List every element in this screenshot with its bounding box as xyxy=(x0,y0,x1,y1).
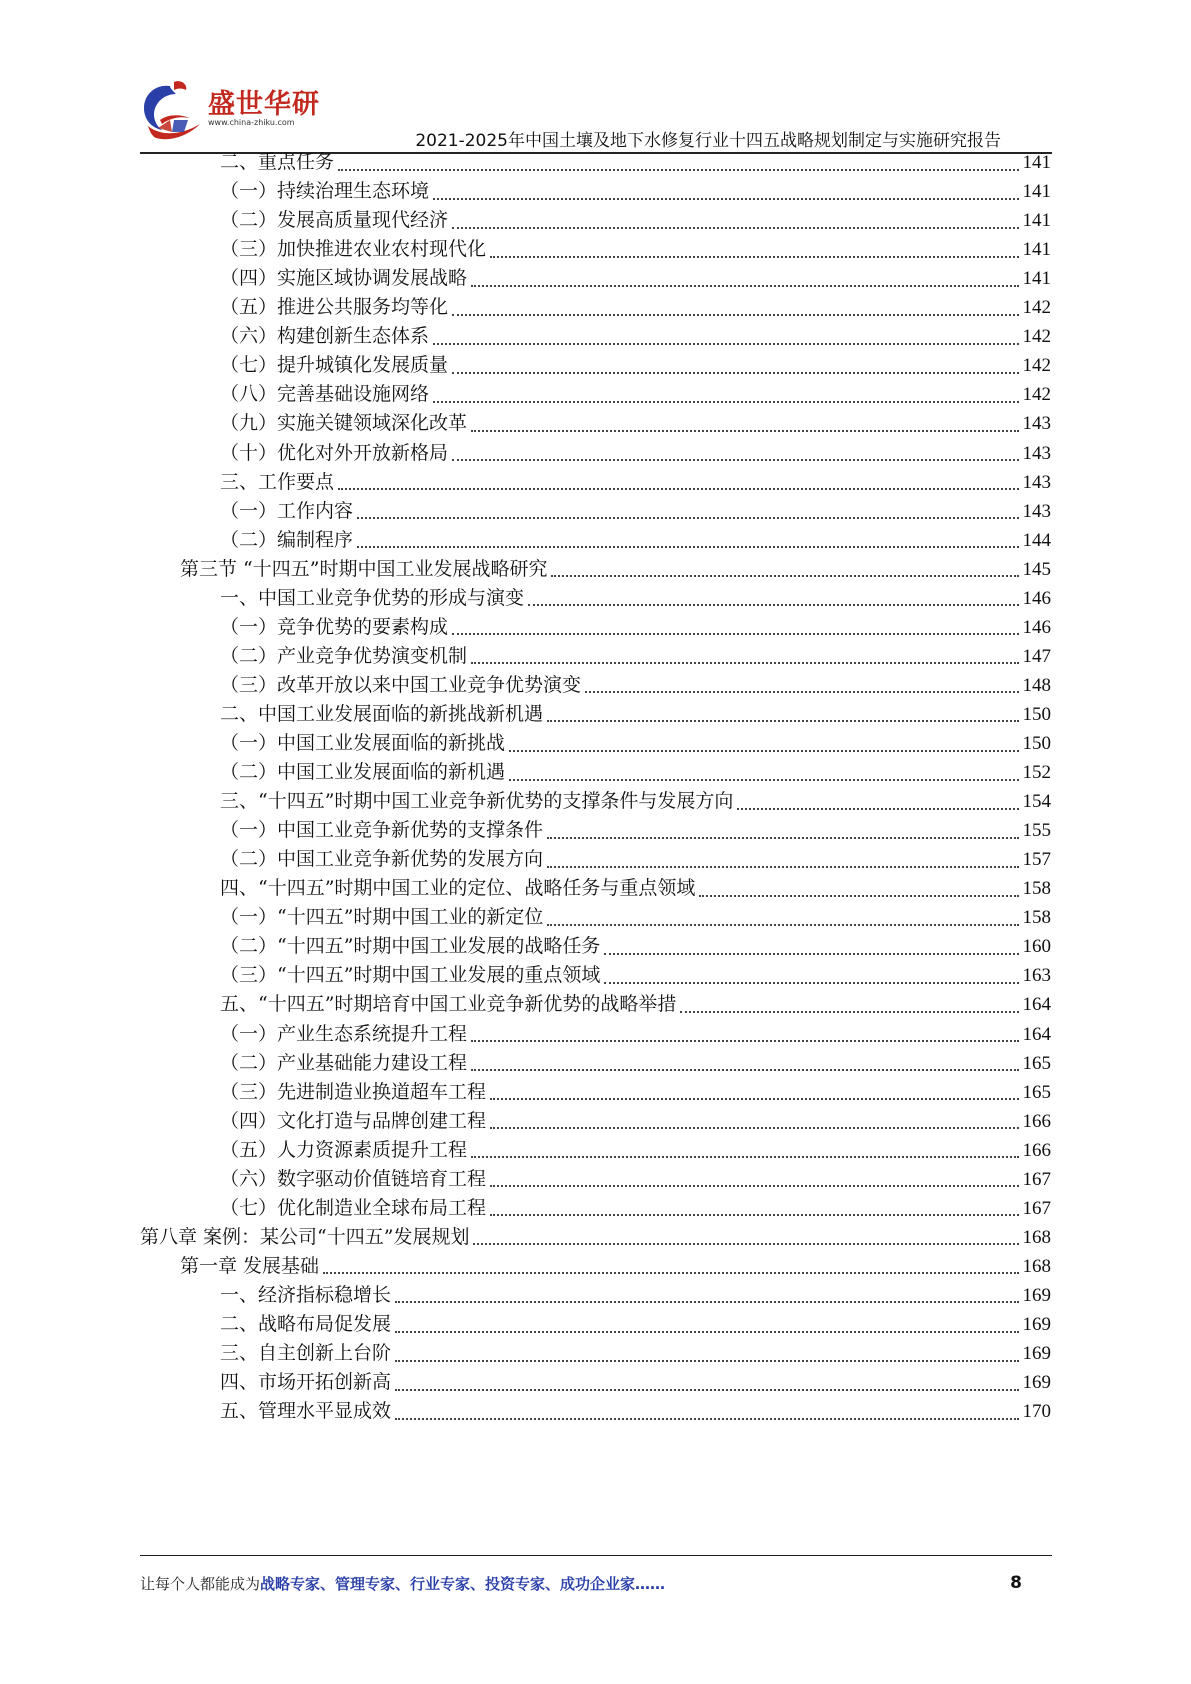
toc-entry-title: 三、“十四五”时期中国工业竞争新优势的支撑条件与发展方向 xyxy=(220,790,734,813)
toc-entry-page: 169 xyxy=(1022,1314,1051,1335)
toc-entry-page: 166 xyxy=(1022,1110,1051,1132)
toc-entry-title: （一）中国工业竞争新优势的支撑条件 xyxy=(220,819,544,842)
toc-dot-leader xyxy=(547,837,1018,839)
toc-entry-title: （七）提升城镇化发展质量 xyxy=(220,354,449,377)
toc-dot-leader xyxy=(547,924,1018,926)
toc-entry-title: （二）中国工业发展面临的新机遇 xyxy=(220,761,506,784)
toc-dot-leader xyxy=(604,982,1018,984)
toc-entry[interactable] xyxy=(220,234,1051,265)
toc-entry[interactable] xyxy=(220,1338,1051,1369)
toc-dot-leader xyxy=(490,1214,1018,1216)
toc-entry-page: 150 xyxy=(1022,703,1051,725)
toc-entry[interactable] xyxy=(220,612,1051,643)
toc-entry-title: （二）发展高质量现代经济 xyxy=(220,209,449,232)
toc-dot-leader xyxy=(338,169,1018,171)
toc-dot-leader xyxy=(547,720,1018,722)
toc-entry-page: 143 xyxy=(1022,413,1051,435)
toc-entry-page: 164 xyxy=(1022,994,1051,1016)
toc-entry-page: 144 xyxy=(1022,529,1051,551)
toc-entry-page: 165 xyxy=(1022,1052,1051,1074)
toc-dot-leader xyxy=(357,546,1018,548)
toc-entry-page: 143 xyxy=(1022,442,1051,464)
toc-entry-title: （三）“十四五”时期中国工业发展的重点领域 xyxy=(220,964,601,987)
toc-entry-title: （五）人力资源素质提升工程 xyxy=(220,1138,468,1161)
toc-entry-page: 143 xyxy=(1022,500,1051,522)
toc-entry[interactable] xyxy=(220,438,1051,469)
toc-dot-leader xyxy=(490,1127,1018,1129)
toc-entry-title: （一）工作内容 xyxy=(220,499,354,522)
toc-entry-title: （三）改革开放以来中国工业竞争优势演变 xyxy=(220,673,582,696)
toc-entry-title: （一）中国工业发展面临的新挑战 xyxy=(220,732,506,754)
toc-entry[interactable] xyxy=(220,292,1051,323)
toc-entry-page: 170 xyxy=(1022,1401,1051,1423)
toc-entry-page: 148 xyxy=(1022,674,1051,696)
toc-entry-title: 第三节 “十四五”时期中国工业发展战略研究 xyxy=(180,557,548,580)
toc-entry[interactable] xyxy=(220,699,1051,730)
toc-dot-leader xyxy=(395,1331,1018,1333)
toc-entry[interactable] xyxy=(220,263,1051,294)
toc-entry-page: 169 xyxy=(1022,1372,1051,1394)
toc-entry-page: 142 xyxy=(1022,326,1051,348)
toc-entry-page: 160 xyxy=(1022,936,1051,958)
toc-entry[interactable] xyxy=(220,931,1051,962)
toc-dot-leader xyxy=(490,256,1018,258)
toc-entry-page: 163 xyxy=(1022,965,1051,987)
toc-dot-leader xyxy=(547,866,1018,868)
toc-entry-page: 164 xyxy=(1022,1023,1051,1045)
toc-dot-leader xyxy=(604,953,1018,955)
toc-entry-page: 155 xyxy=(1022,820,1051,842)
toc-dot-leader xyxy=(433,343,1018,345)
report-title: 2021-2025年中国土壤及地下水修复行业十四五战略规划制定与实施研究报告 xyxy=(415,131,1001,151)
footer-slogan-prefix: 让每个人都能成为 xyxy=(140,1575,261,1593)
toc-dot-leader xyxy=(471,285,1018,287)
toc-entry-title: （一）“十四五”时期中国工业的新定位 xyxy=(220,906,544,929)
toc-entry-page: 143 xyxy=(1022,471,1051,493)
toc-entry[interactable] xyxy=(220,1106,1051,1137)
toc-entry[interactable] xyxy=(220,525,1051,556)
toc-entry-title: 四、市场开拓创新高 xyxy=(220,1371,392,1394)
toc-entry-page: 141 xyxy=(1022,181,1051,203)
toc-entry-title: 二、重点任务 xyxy=(220,151,335,173)
toc-entry-title: （二）产业基础能力建设工程 xyxy=(220,1051,468,1074)
toc-entry-page: 141 xyxy=(1022,152,1051,173)
toc-dot-leader xyxy=(323,1272,1018,1274)
toc-entry[interactable] xyxy=(220,1367,1051,1398)
toc-entry-page: 141 xyxy=(1022,210,1051,232)
toc-entry-title: （二）产业竞争优势演变机制 xyxy=(220,644,468,667)
toc-entry[interactable] xyxy=(220,641,1051,672)
toc-entry[interactable] xyxy=(220,844,1051,875)
toc-entry-page: 166 xyxy=(1022,1139,1051,1161)
toc-dot-leader xyxy=(471,662,1018,664)
toc-entry-title: （二）中国工业竞争新优势的发展方向 xyxy=(220,848,544,871)
toc-entry-page: 158 xyxy=(1022,878,1051,900)
toc-dot-leader xyxy=(490,1185,1018,1187)
toc-entry-page: 145 xyxy=(1022,558,1051,580)
toc-entry-title: 三、工作要点 xyxy=(220,470,335,493)
page-footer xyxy=(140,1573,1052,1597)
toc-dot-leader xyxy=(473,1243,1018,1245)
toc-entry[interactable] xyxy=(220,379,1051,410)
toc-entry[interactable] xyxy=(220,467,1051,498)
toc-entry-title: 三、自主创新上台阶 xyxy=(220,1342,392,1365)
toc-dot-leader xyxy=(395,1389,1018,1391)
toc-dot-leader xyxy=(338,488,1018,490)
toc-dot-leader xyxy=(452,633,1018,635)
footer-divider xyxy=(140,1555,1052,1556)
footer-slogan-roles: 战略专家、管理专家、行业专家、投资专家、成功企业家…… xyxy=(260,1575,666,1593)
toc-entry-title: （四）文化打造与品牌创建工程 xyxy=(220,1109,487,1132)
toc-entry[interactable] xyxy=(220,989,1051,1020)
toc-entry-title: （四）实施区域协调发展战略 xyxy=(220,267,468,290)
toc-entry-page: 168 xyxy=(1022,1226,1051,1248)
toc-entry-title: （九）实施关键领域深化改革 xyxy=(220,412,468,435)
toc-dot-leader xyxy=(395,1360,1018,1362)
toc-entry-page: 169 xyxy=(1022,1284,1051,1306)
toc-entry-title: （一）竞争优势的要素构成 xyxy=(220,615,449,638)
toc-dot-leader xyxy=(699,895,1018,897)
toc-entry-page: 146 xyxy=(1022,616,1051,638)
toc-dot-leader xyxy=(471,1069,1018,1071)
toc-dot-leader xyxy=(509,779,1018,781)
toc-entry-title: 一、中国工业竞争优势的形成与演变 xyxy=(220,586,525,609)
toc-entry[interactable] xyxy=(180,1251,1051,1282)
toc-dot-leader xyxy=(490,1098,1018,1100)
toc-entry[interactable] xyxy=(220,1193,1051,1224)
toc-dot-leader xyxy=(471,430,1018,432)
toc-dot-leader xyxy=(433,401,1018,403)
toc-entry-page: 167 xyxy=(1022,1197,1051,1219)
toc-entry[interactable] xyxy=(220,1077,1051,1108)
toc-entry-page: 141 xyxy=(1022,239,1051,261)
toc-entry[interactable] xyxy=(220,583,1051,614)
toc-entry-title: （三）先进制造业换道超车工程 xyxy=(220,1080,487,1103)
toc-dot-leader xyxy=(452,372,1018,374)
toc-entry[interactable] xyxy=(220,1048,1051,1079)
toc-entry-title: 第一章 发展基础 xyxy=(180,1254,320,1277)
toc-entry[interactable] xyxy=(220,176,1051,207)
toc-entry-page: 142 xyxy=(1022,355,1051,377)
toc-entry-title: （八）完善基础设施网络 xyxy=(220,383,430,406)
toc-dot-leader xyxy=(471,1040,1018,1042)
toc-entry[interactable] xyxy=(220,670,1051,701)
toc-entry[interactable] xyxy=(220,815,1051,846)
logo-url: www.china-zhiku.com xyxy=(208,118,295,127)
toc-dot-leader xyxy=(395,1418,1018,1420)
toc-entry-page: 147 xyxy=(1022,645,1051,667)
toc-dot-leader xyxy=(452,227,1018,229)
toc-dot-leader xyxy=(509,750,1018,752)
toc-entry-title: 一、经济指标稳增长 xyxy=(220,1283,392,1306)
toc-entry[interactable] xyxy=(220,205,1051,236)
toc-entry[interactable] xyxy=(220,728,1051,759)
toc-entry[interactable] xyxy=(220,1280,1051,1311)
toc-entry[interactable] xyxy=(220,408,1051,439)
toc-entry[interactable] xyxy=(220,1309,1051,1340)
page-number: 8 xyxy=(1010,1573,1022,1593)
toc-entry-page: 157 xyxy=(1022,849,1051,871)
toc-entry-page: 154 xyxy=(1022,791,1051,813)
toc-dot-leader xyxy=(585,691,1018,693)
toc-entry-page: 146 xyxy=(1022,587,1051,609)
toc-entry[interactable] xyxy=(220,873,1051,904)
toc-entry[interactable] xyxy=(220,1019,1051,1050)
toc-dot-leader xyxy=(452,459,1018,461)
toc-entry-title: 五、管理水平显成效 xyxy=(220,1400,392,1423)
toc-entry[interactable] xyxy=(220,757,1051,788)
toc-entry-page: 165 xyxy=(1022,1081,1051,1103)
toc-entry-title: （三）加快推进农业农村现代化 xyxy=(220,238,487,261)
toc-entry-page: 142 xyxy=(1022,384,1051,406)
toc-entry-title: 二、战略布局促发展 xyxy=(220,1313,392,1335)
toc-dot-leader xyxy=(737,808,1018,810)
company-logo xyxy=(140,80,320,144)
toc-entry[interactable] xyxy=(220,902,1051,933)
toc-dot-leader xyxy=(471,1156,1018,1158)
toc-entry[interactable] xyxy=(220,147,1051,178)
toc-entry-title: （七）优化制造业全球布局工程 xyxy=(220,1196,487,1219)
toc-dot-leader xyxy=(528,604,1018,606)
toc-entry-page: 142 xyxy=(1022,297,1051,319)
toc-dot-leader xyxy=(395,1301,1018,1303)
toc-entry-page: 168 xyxy=(1022,1255,1051,1277)
toc-entry-title: （一）产业生态系统提升工程 xyxy=(220,1022,468,1045)
toc-entry[interactable] xyxy=(220,1135,1051,1166)
toc-entry-page: 169 xyxy=(1022,1343,1051,1365)
toc-dot-leader xyxy=(357,517,1018,519)
toc-entry[interactable] xyxy=(220,1164,1051,1195)
toc-entry-title: （十）优化对外开放新格局 xyxy=(220,441,449,464)
toc-entry[interactable] xyxy=(140,1222,1051,1253)
toc-entry-title: 二、中国工业发展面临的新挑战新机遇 xyxy=(220,702,544,725)
toc-dot-leader xyxy=(551,575,1018,577)
toc-entry-page: 167 xyxy=(1022,1168,1051,1190)
toc-entry-title: （二）编制程序 xyxy=(220,528,354,551)
toc-entry[interactable] xyxy=(220,321,1051,352)
toc-entry[interactable] xyxy=(220,960,1051,991)
toc-entry[interactable] xyxy=(220,496,1051,527)
page-header xyxy=(0,0,1191,150)
toc-entry[interactable] xyxy=(220,786,1051,817)
logo-swoosh-icon xyxy=(140,80,206,144)
toc-dot-leader xyxy=(680,1011,1018,1013)
toc-entry-title: （六）数字驱动价值链培育工程 xyxy=(220,1167,487,1190)
toc-entry-page: 150 xyxy=(1022,733,1051,754)
toc-entry-title: （五）推进公共服务均等化 xyxy=(220,296,449,319)
toc-entry-title: （二）“十四五”时期中国工业发展的战略任务 xyxy=(220,935,601,958)
toc-entry-title: 四、“十四五”时期中国工业的定位、战略任务与重点领域 xyxy=(220,877,696,900)
toc-entry-title: 第八章 案例：某公司“十四五”发展规划 xyxy=(140,1225,470,1248)
toc-entry-page: 158 xyxy=(1022,907,1051,929)
toc-entry-title: （一）持续治理生态环境 xyxy=(220,180,430,203)
toc-entry-page: 152 xyxy=(1022,762,1051,784)
toc-dot-leader xyxy=(433,198,1018,200)
toc-entry-title: 五、“十四五”时期培育中国工业竞争新优势的战略举措 xyxy=(220,993,677,1016)
toc-entry[interactable] xyxy=(220,1396,1051,1427)
toc-entry[interactable] xyxy=(180,554,1051,585)
toc-entry-page: 141 xyxy=(1022,268,1051,290)
toc-dot-leader xyxy=(452,314,1018,316)
toc-entry-title: （六）构建创新生态体系 xyxy=(220,325,430,348)
logo-name: 盛世华研 xyxy=(208,89,320,120)
toc-entry[interactable] xyxy=(220,350,1051,381)
